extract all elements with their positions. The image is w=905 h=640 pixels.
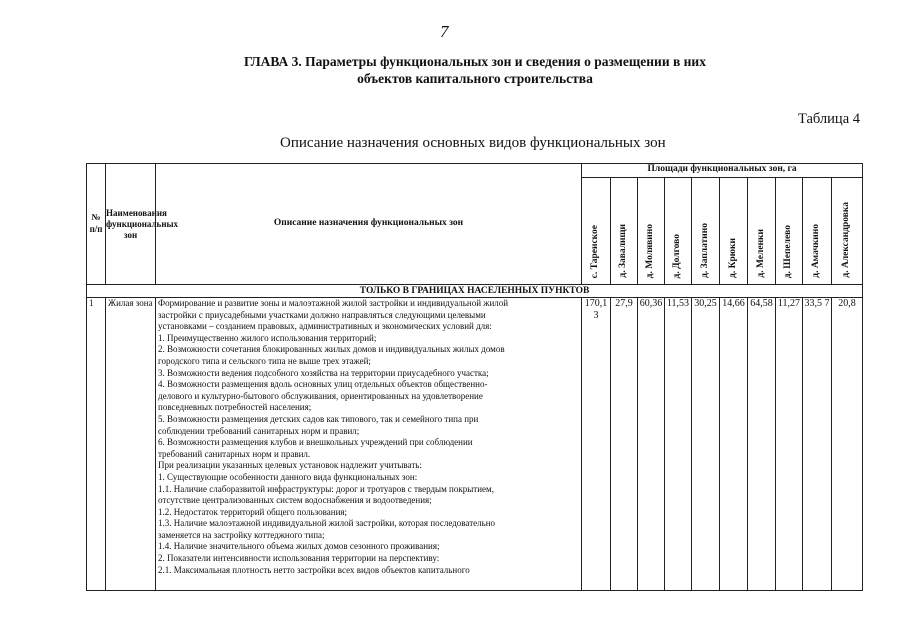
description-line: повседневных потребностей населения;: [158, 402, 312, 413]
header-settlement: [748, 178, 776, 285]
area-value: 20,8: [832, 298, 863, 591]
chapter-heading: [150, 53, 800, 87]
row-number: 1: [87, 298, 106, 591]
description-line: городского типа и сельского типа не выше трех этажей;: [158, 355, 371, 366]
table-row: [87, 298, 863, 591]
section-title: ТОЛЬКО В ГРАНИЦАХ НАСЕЛЕННЫХ ПУНКТОВ: [87, 285, 863, 298]
description-line: требований санитарных норм и правил.: [158, 448, 311, 459]
header-settlement: [692, 178, 720, 285]
description-line: установками – созданием правовых, административных и экономических условий для:: [158, 321, 492, 332]
area-value: 30,25: [692, 298, 720, 591]
description-line: 1.2. Недостаток территорий общего пользования;: [158, 506, 348, 517]
zone-name: Жилая зона: [106, 298, 156, 591]
header-zone-name: Наименования функциональных зон: [106, 164, 156, 285]
header-settlement: [665, 178, 692, 285]
settlement-label: д. Амачкино: [811, 224, 822, 278]
header-settlement: [611, 178, 638, 285]
area-value: 33,5 7: [803, 298, 832, 591]
functional-zones-table: [86, 163, 863, 591]
area-value: 64,58: [748, 298, 776, 591]
zone-description: [156, 298, 582, 591]
description-line: 2. Возможности сочетания блокированных жилых домов и индивидуальных жилых домов: [158, 344, 505, 355]
area-value: 27,9: [611, 298, 638, 591]
header-settlement: [720, 178, 748, 285]
area-value: 11,53: [665, 298, 692, 591]
description-line: 2.1. Максимальная плотность нетто застройки всех видов объектов капитального: [158, 564, 470, 575]
header-settlement: [582, 178, 611, 285]
area-value: 170,1 3: [582, 298, 611, 591]
description-line: 1. Существующие особенности данного вида функциональных зон:: [158, 471, 418, 482]
settlement-label: д. Шепелево: [783, 224, 794, 278]
settlement-label: д. Крюки: [727, 238, 738, 278]
chapter-heading-line-1: ГЛАВА 3. Параметры функциональных зон и сведения о размещении в них: [244, 54, 706, 69]
description-line: 2. Показатели интенсивности использования территории на перспективу:: [158, 553, 440, 564]
description-line: 3. Возможности ведения подсобного хозяйства на территории приусадебного участка;: [158, 367, 489, 378]
settlement-label: д. Завалищи: [618, 224, 629, 278]
settlement-label: с. Тареиское: [590, 224, 601, 278]
header-settlement: [638, 178, 665, 285]
description-line: отсутствие централизованных систем водоснабжения и водоотведения;: [158, 495, 432, 506]
description-line: 4. Возможности размещения вдоль основных улиц отдельных объектов общественно-: [158, 379, 488, 390]
description-line: Формирование и развитие зоны и малоэтажной жилой застройки и индивидуальной жилой: [158, 298, 509, 308]
description-line: делового и культурно-бытового обслуживания, ориентированных на удовлетворение: [158, 390, 483, 401]
description-line: При реализации указанных целевых установок надлежит учитывать:: [158, 460, 422, 471]
table-label: Таблица 4: [797, 111, 860, 127]
description-line: застройки с приусадебными участками должно направляться следующими целевыми: [158, 309, 486, 320]
header-settlement: [803, 178, 832, 285]
area-value: 11,27: [776, 298, 803, 591]
description-line: заменяется на застройку коттеджного типа;: [158, 529, 325, 540]
description-line: 1.3. Наличие малоэтажной индивидуальной жилой застройки, которая последовательно: [158, 518, 496, 529]
chapter-heading-line-2: объектов капитального строительства: [357, 71, 593, 86]
header-description: Описание назначения функциональных зон: [156, 164, 582, 285]
header-areas: Площади функциональных зон, га: [582, 164, 863, 178]
description-line: 1.4. Наличие значительного объема жилых домов сезонного проживания;: [158, 541, 440, 552]
settlement-label: д. Александровка: [841, 202, 852, 278]
description-line: 1.1. Наличие слаборазвитой инфраструктуры: дорог и тротуаров с твердым покрытием,: [158, 483, 494, 494]
settlement-label: д. Меленки: [755, 229, 766, 278]
area-value: 60,36: [638, 298, 665, 591]
settlement-label: д. Молявино: [645, 223, 656, 278]
settlement-label: д. Долгово: [672, 233, 683, 278]
description-line: соблюдении требований санитарных норм и правил;: [158, 425, 360, 436]
description-line: 1. Преимущественно жилого использования территорий;: [158, 332, 377, 343]
table-caption: Описание назначения основных видов функциональных зон: [280, 135, 666, 151]
area-value: 14,66: [720, 298, 748, 591]
header-settlement: [776, 178, 803, 285]
page-number-mark: 7: [440, 22, 449, 41]
header-settlement: [832, 178, 863, 285]
settlement-label: д. Заплатино: [699, 223, 710, 278]
description-line: 6. Возможности размещения клубов и внешкольных учреждений при соблюдении: [158, 437, 473, 448]
header-number: № п/п: [87, 164, 106, 285]
description-line: 5. Возможности размещения детских садов как типового, так и семейного типа при: [158, 413, 479, 424]
